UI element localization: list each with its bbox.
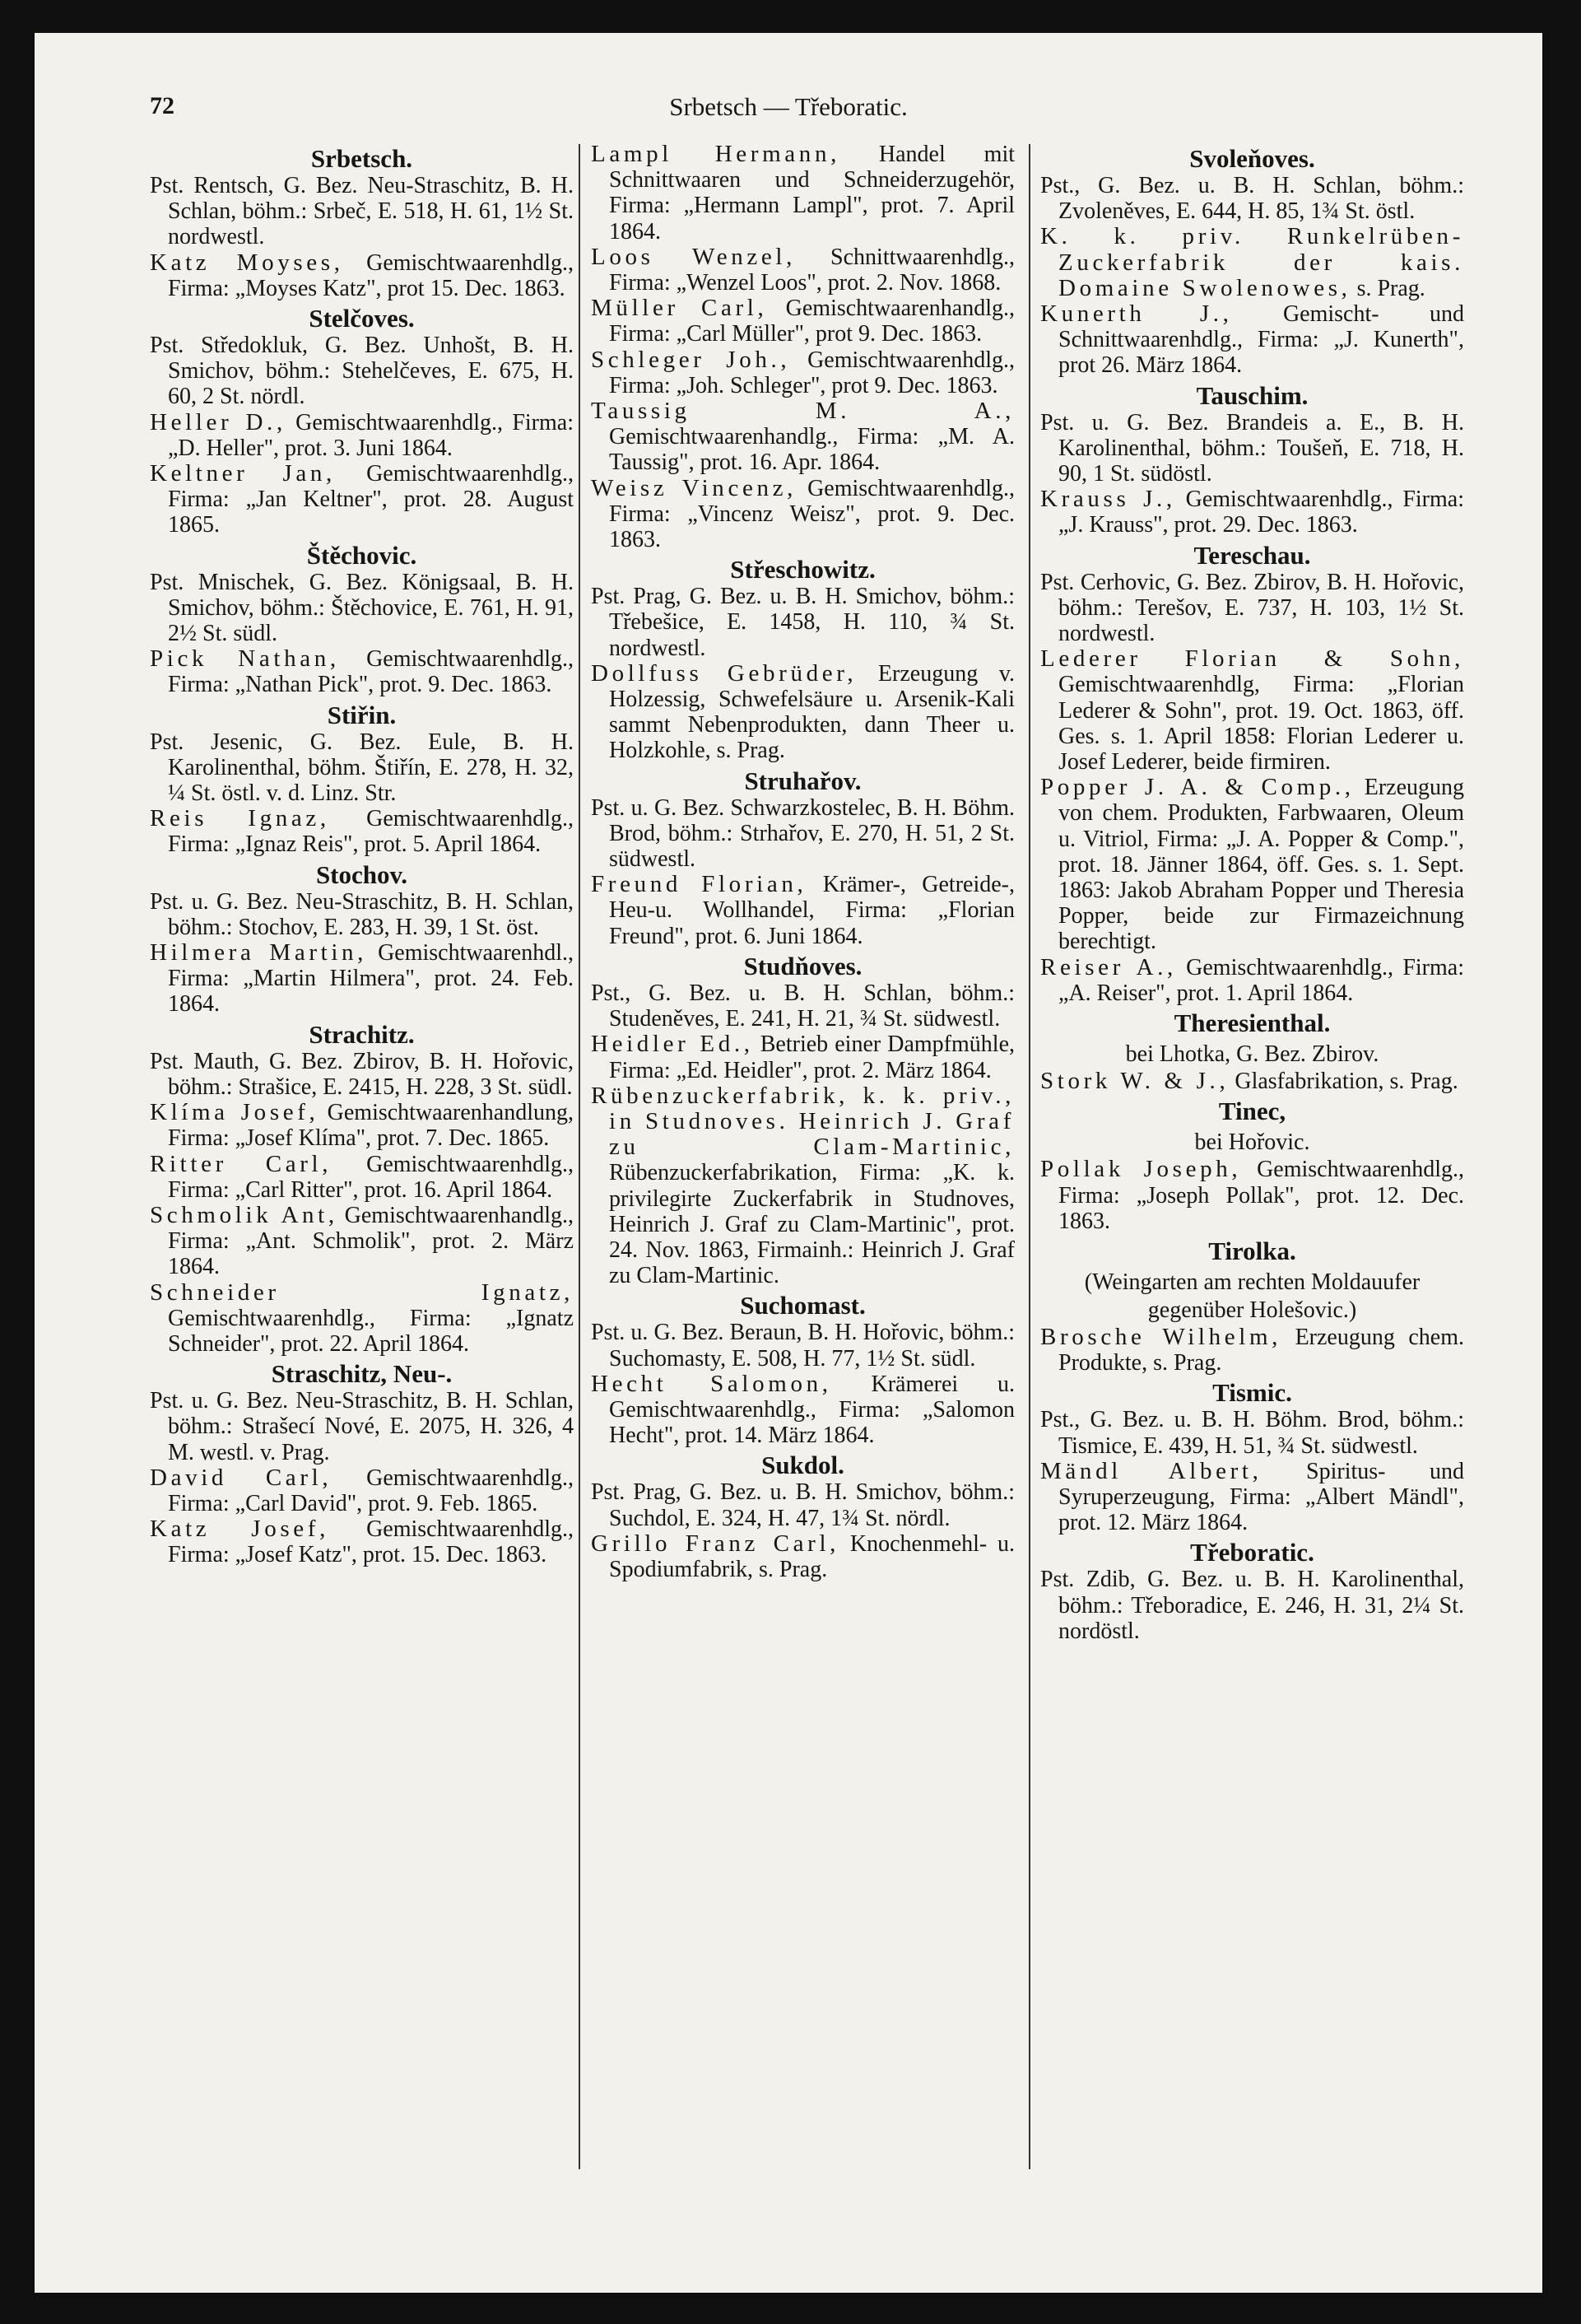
- column-divider: [579, 144, 580, 2169]
- entry-text: Pst. u. G. Bez. Neu-Straschitz, B. H. Schlan, böhm.: Stochov, E. 283, H. 39, 1 St. öst.: [150, 888, 574, 940]
- business-entry: [591, 142, 1015, 245]
- business-name: Lederer Florian & Sohn,: [1040, 645, 1464, 673]
- entry-text: Erzeugung v. Holzessig, Schwefelsäure u. Arsenik-Kali sammt Nebenprodukten, dann Theer u. Holzkohle, s. Prag.: [609, 660, 1015, 764]
- entry-text: Gemischtwaarenhdlg., Firma: „Vincenz Weisz", prot. 9. Dec. 1863.: [609, 475, 1015, 553]
- entry-text: Erzeugung chem. Produkte, s. Prag.: [1058, 1324, 1465, 1376]
- entry-text: Schnittwaarenhdlg., Firma: „Wenzel Loos", prot. 2. Nov. 1868.: [609, 244, 1015, 296]
- business-name: Hilmera Martin,: [150, 939, 368, 966]
- business-entry: [591, 476, 1015, 553]
- business-entry: [591, 296, 1015, 347]
- entry-text: Gemischtwaarenhdlg., Firma: „Carl David", prot. 9. Feb. 1865.: [168, 1465, 574, 1516]
- business-entry: [1040, 1069, 1464, 1094]
- entry-text: Gemischtwaarenhdlg, Firma: „Florian Lederer & Sohn", prot. 19. Oct. 1863, öff. Ges. s. 1. April 1858: Florian Lederer u. Josef Lederer, beide firmiren.: [1058, 672, 1464, 775]
- entry-text: Erzeugung von chem. Produkten, Farbwaaren, Oleum u. Vitriol, Firma: „J. A. Popper & Comp.", prot. 18. Jänner 1864, öff. Ges. s. 1. Sept. 1863: Jakob Abraham Popper und Theresia Popper, beide zur Firmazeichnung berechtigt.: [1058, 775, 1465, 955]
- entry-text: Pst. Prag, G. Bez. u. B. H. Smichov, böhm.: Třebešice, E. 1458, H. 110, ¾ St. nordwestl.: [591, 584, 1015, 661]
- business-entry: [1040, 301, 1464, 379]
- entry-text: Pst. Středokluk, G. Bez. Unhošt, B. H. Smichov, böhm.: Stehelčeves, E. 675, H. 60, 2 St. nördl.: [150, 333, 574, 410]
- place-note: (Weingarten am rechten Moldauufer gegenüber Holešovic.): [1084, 1269, 1421, 1323]
- place-heading: Strachitz.: [309, 1019, 415, 1049]
- business-entry: [150, 806, 574, 857]
- business-entry: [591, 347, 1015, 398]
- business-entry: [591, 661, 1015, 764]
- business-name: Pollak Joseph,: [1040, 1156, 1242, 1183]
- business-name: Katz Moyses,: [150, 249, 344, 276]
- entry-text: Gemischtwaarenhdlg., Firma: „Josef Katz", prot. 15. Dec. 1863.: [168, 1516, 574, 1568]
- place-info: [1040, 173, 1464, 224]
- entry-text: Gemischtwaarenhdlg., Firma: „Ignatz Schneider", prot. 22. April 1864.: [168, 1305, 574, 1357]
- place-info: [1040, 410, 1464, 487]
- entry-text: Gemischtwaarenhandlung, Firma: „Josef Klíma", prot. 7. Dec. 1865.: [168, 1100, 574, 1152]
- business-name: Brosche Wilhelm,: [1040, 1323, 1282, 1350]
- entry-text: Krämerei u. Gemischtwaarenhdlg., Firma: „Salomon Hecht", prot. 14. März 1864.: [609, 1371, 1015, 1449]
- entry-text: Gemischtwaarenhdlg., Firma: „Jan Keltner", prot. 28. August 1865.: [168, 461, 574, 538]
- business-entry: [591, 1372, 1015, 1449]
- business-entry: [1040, 487, 1464, 538]
- business-name: Kunerth J.,: [1040, 300, 1233, 328]
- place-heading: Stelčoves.: [309, 304, 415, 333]
- place-info: [1040, 570, 1464, 647]
- place-note: bei Hořovic.: [1194, 1129, 1310, 1156]
- business-entry: [1040, 646, 1464, 775]
- business-name: Heller D.,: [150, 408, 286, 435]
- business-name: Schneider Ignatz,: [150, 1278, 574, 1306]
- business-name: Katz Josef,: [150, 1516, 329, 1543]
- place-info: [150, 173, 574, 250]
- business-name: Grillo Franz Carl,: [591, 1530, 840, 1557]
- column-2: [591, 142, 1015, 1582]
- business-name: Stork W. & J.,: [1040, 1068, 1230, 1095]
- entry-text: Pst. Cerhovic, G. Bez. Zbirov, B. H. Hořovic, böhm.: Terešov, E. 737, H. 103, 1½ St. nordwestl.: [1040, 569, 1464, 647]
- business-name: Müller Carl,: [591, 295, 768, 322]
- place-heading: Studňoves.: [743, 951, 863, 980]
- place-heading: Třeboratic.: [1190, 1538, 1314, 1567]
- business-entry: [150, 461, 574, 538]
- place-heading: Tismic.: [1212, 1378, 1292, 1408]
- business-entry: [1040, 775, 1464, 954]
- entry-text: Gemischtwaarenhdlg., Firma: „Joh. Schleger", prot 9. Dec. 1863.: [609, 347, 1015, 398]
- place-heading: Straschitz, Neu-.: [271, 1359, 453, 1389]
- business-name: Reis Ignaz,: [150, 805, 330, 832]
- place-info: [591, 1320, 1015, 1371]
- entry-text: Knochenmehl- u. Spodiumfabrik, s. Prag.: [609, 1530, 1016, 1582]
- business-name: Mändl Albert,: [1040, 1457, 1262, 1484]
- entry-text: Gemischtwaarenhdlg., Firma: „J. Krauss", prot. 29. Dec. 1863.: [1058, 487, 1464, 538]
- business-entry: [150, 646, 574, 697]
- business-entry: [1040, 1157, 1464, 1234]
- business-entry: [150, 410, 574, 461]
- entry-text: Krämer-, Getreide-, Heu-u. Wollhandel, Firma: „Florian Freund", prot. 6. Juni 1864.: [609, 872, 1015, 949]
- entry-text: Gemischtwaarenhdlg., Firma: „Nathan Pick", prot. 9. Dec. 1863.: [168, 646, 574, 698]
- page-number: 72: [150, 92, 174, 119]
- business-entry: [150, 940, 574, 1018]
- entry-text: Gemischtwaarenhandlg., Firma: „M. A. Taussig", prot. 16. Apr. 1864.: [609, 424, 1015, 476]
- business-name: Dollfuss Gebrüder,: [591, 659, 858, 687]
- entry-text: Gemischtwaarenhdl., Firma: „Martin Hilmera", prot. 24. Feb. 1864.: [168, 940, 574, 1018]
- column-divider: [1029, 144, 1030, 2169]
- entry-text: Gemischtwaarenhdlg., Firma: „A. Reiser", prot. 1. April 1864.: [1058, 954, 1464, 1006]
- entry-text: Gemischt- und Schnittwaarenhdlg., Firma: „J. Kunerth", prot 26. März 1864.: [1058, 301, 1465, 379]
- business-entry: [591, 1032, 1015, 1083]
- entry-text: Pst., G. Bez. u. B. H. Schlan, böhm.: Zvoleněves, E. 644, H. 85, 1¾ St. östl.: [1040, 173, 1464, 225]
- entry-text: Pst. Zdib, G. Bez. u. B. H. Karolinenthal, böhm.: Třeboradice, E. 246, H. 31, 2¼ St. nordöstl.: [1040, 1567, 1464, 1644]
- business-entry: [591, 245, 1015, 296]
- business-entry: [150, 1516, 574, 1567]
- place-info: [150, 1049, 574, 1100]
- business-name: Loos Wenzel,: [591, 243, 796, 270]
- business-name: Pick Nathan,: [150, 645, 340, 673]
- business-name: Lampl Hermann,: [591, 141, 840, 167]
- business-entry: [150, 250, 574, 301]
- place-info: [150, 729, 574, 807]
- entry-text: Pst. u. G. Bez. Neu-Straschitz, B. H. Schlan, böhm.: Strašecí Nové, E. 2075, H. 326, 4 M. westl. v. Prag.: [150, 1388, 574, 1465]
- business-entry: [591, 398, 1015, 476]
- page-header: [35, 74, 1542, 123]
- place-heading: Střeschowitz.: [730, 555, 876, 584]
- place-info: [1040, 1567, 1464, 1644]
- business-name: Rübenzuckerfabrik, k. k. priv., in Studnoves. Heinrich J. Graf zu Clam-Martinic,: [591, 1082, 1015, 1161]
- place-heading: Theresienthal.: [1174, 1008, 1331, 1038]
- entry-text: Spiritus- und Syruperzeugung, Firma: „Albert Mändl", prot. 12. März 1864.: [1058, 1458, 1464, 1536]
- entry-text: Pst. Mnischek, G. Bez. Königsaal, B. H. Smichov, böhm.: Štěchovice, E. 761, H. 91, 2½ St. südl.: [150, 569, 574, 647]
- business-entry: [150, 1152, 574, 1203]
- business-name: Keltner Jan,: [150, 460, 336, 487]
- entry-text: Pst., G. Bez. u. B. H. Schlan, böhm.: Studeněves, E. 241, H. 21, ¾ St. südwestl.: [591, 980, 1015, 1032]
- business-name: David Carl,: [150, 1464, 332, 1491]
- business-entry: [150, 1203, 574, 1280]
- place-heading: Tirolka.: [1208, 1236, 1296, 1265]
- entry-text: Gemischtwaarenhandlg., Firma: „Ant. Schmolik", prot. 2. März 1864.: [168, 1202, 574, 1280]
- directory-page: [35, 33, 1542, 2293]
- entry-text: Pst. Rentsch, G. Bez. Neu-Straschitz, B. H. Schlan, böhm.: Srbeč, E. 518, H. 61, 1½ St. nordwestl.: [150, 173, 574, 250]
- entry-text: Gemischtwaarenhdlg., Firma: „Carl Ritter", prot. 16. April 1864.: [168, 1151, 574, 1203]
- place-heading: Tauschim.: [1196, 380, 1309, 410]
- business-entry: [591, 872, 1015, 949]
- running-title: Srbetsch — Třeboratic.: [669, 92, 908, 121]
- entry-text: s. Prag.: [1356, 275, 1425, 301]
- place-info: [1040, 1407, 1464, 1458]
- place-heading: Srbetsch.: [310, 144, 413, 173]
- business-name: Freund Florian,: [591, 871, 807, 898]
- business-name: Klíma Josef,: [150, 1099, 319, 1126]
- place-heading: Sukdol.: [761, 1451, 844, 1480]
- place-heading: Struhařov.: [744, 766, 862, 795]
- place-heading: Štěchovic.: [306, 540, 417, 570]
- place-note: bei Lhotka, G. Bez. Zbirov.: [1125, 1041, 1379, 1068]
- entry-text: Rübenzuckerfabrikation, Firma: „K. k. privilegirte Zuckerfabrik in Studnoves, Heinrich J. Graf zu Clam-Martinic", prot. 24. Nov. 1863, Firmainh.: Heinrich J. Graf zu Clam-Martinic.: [609, 1160, 1015, 1289]
- entry-text: Gemischtwaarenhandlg., Firma: „Carl Müller", prot 9. Dec. 1863.: [609, 296, 1015, 347]
- business-name: Schmolik Ant,: [150, 1201, 338, 1228]
- place-heading: Svoleňoves.: [1189, 144, 1315, 173]
- business-name: K. k. priv. Runkelrüben-Zuckerfabrik der kais. Domaine Swolenowes,: [1040, 223, 1464, 301]
- place-info: [591, 584, 1015, 661]
- entry-text: Pst. Jesenic, G. Bez. Eule, B. H. Karolinenthal, böhm. Štiřín, E. 278, H. 32, ¼ St. östl. v. d. Linz. Str.: [150, 729, 574, 807]
- business-entry: [591, 1531, 1015, 1582]
- business-name: Hecht Salomon,: [591, 1370, 832, 1397]
- business-entry: [1040, 1325, 1464, 1376]
- place-heading: Tereschau.: [1193, 540, 1311, 570]
- place-info: [150, 1388, 574, 1465]
- place-heading: Stiřin.: [327, 700, 397, 729]
- business-entry: [150, 1280, 574, 1358]
- place-info: [591, 1479, 1015, 1530]
- entry-text: Handel mit Schnittwaaren und Schneiderzugehör, Firma: „Hermann Lampl", prot. 7. April 1864.: [609, 142, 1016, 245]
- place-info: [150, 333, 574, 410]
- business-entry: [1040, 1459, 1464, 1536]
- entry-text: Gemischtwaarenhdlg., Firma: „Ignaz Reis", prot. 5. April 1864.: [168, 806, 574, 858]
- entry-text: Gemischtwaarenhdlg., Firma: „Moyses Katz", prot 15. Dec. 1863.: [168, 249, 574, 301]
- place-info: [150, 570, 574, 647]
- entry-text: Pst. Prag, G. Bez. u. B. H. Smichov, böhm.: Suchdol, E. 324, H. 47, 1¾ St. nördl.: [591, 1479, 1015, 1531]
- place-heading: Suchomast.: [740, 1291, 866, 1320]
- entry-text: Glasfabrikation, s. Prag.: [1235, 1069, 1458, 1095]
- business-entry: [150, 1100, 574, 1151]
- business-name: Krauss J.,: [1040, 486, 1176, 513]
- entry-text: Pst., G. Bez. u. B. H. Böhm. Brod, böhm.: Tismice, E. 439, H. 51, ¾ St. südwestl.: [1040, 1407, 1464, 1459]
- entry-text: Pst. u. G. Bez. Schwarzkostelec, B. H. Böhm. Brod, böhm.: Strhařov, E. 270, H. 51, 2 St. südwestl.: [591, 794, 1015, 873]
- business-entry: [1040, 224, 1464, 301]
- business-name: Heidler Ed.,: [591, 1031, 754, 1058]
- entry-text: Pst. Mauth, G. Bez. Zbirov, B. H. Hořovic, böhm.: Strašice, E. 2415, H. 228, 3 St. südl.: [150, 1048, 574, 1100]
- place-info: [150, 889, 574, 940]
- entry-text: Gemischtwaarenhdlg., Firma: „Joseph Pollak", prot. 12. Dec. 1863.: [1058, 1157, 1464, 1234]
- place-info: [591, 980, 1015, 1032]
- business-name: Weisz Vincenz,: [591, 474, 797, 501]
- business-entry: [1040, 955, 1464, 1006]
- entry-text: Gemischtwaarenhdlg., Firma: „D. Heller", prot. 3. Juni 1864.: [168, 409, 574, 461]
- business-entry: [150, 1465, 574, 1516]
- place-info: [591, 795, 1015, 873]
- entry-text: Pst. u. G. Bez. Beraun, B. H. Hořovic, böhm.: Suchomasty, E. 508, H. 77, 1½ St. südl.: [591, 1320, 1015, 1372]
- entry-text: Pst. u. G. Bez. Brandeis a. E., B. H. Karolinenthal, böhm.: Toušeň, E. 718, H. 90, 1 St. südöstl.: [1040, 409, 1464, 487]
- business-name: Taussig M. A.,: [591, 398, 1015, 425]
- entry-text: Betrieb einer Dampfmühle, Firma: „Ed. Heidler", prot. 2. März 1864.: [609, 1032, 1015, 1083]
- business-name: Ritter Carl,: [150, 1150, 332, 1177]
- business-entry: [591, 1083, 1015, 1289]
- place-heading: Tinec,: [1218, 1097, 1286, 1126]
- business-name: Schleger Joh.,: [591, 346, 791, 373]
- business-name: Reiser A.,: [1040, 953, 1177, 980]
- column-3: [1040, 142, 1464, 1644]
- column-1: [150, 142, 574, 1568]
- place-heading: Stochov.: [315, 859, 408, 889]
- business-name: Popper J. A. & Comp.,: [1040, 774, 1355, 801]
